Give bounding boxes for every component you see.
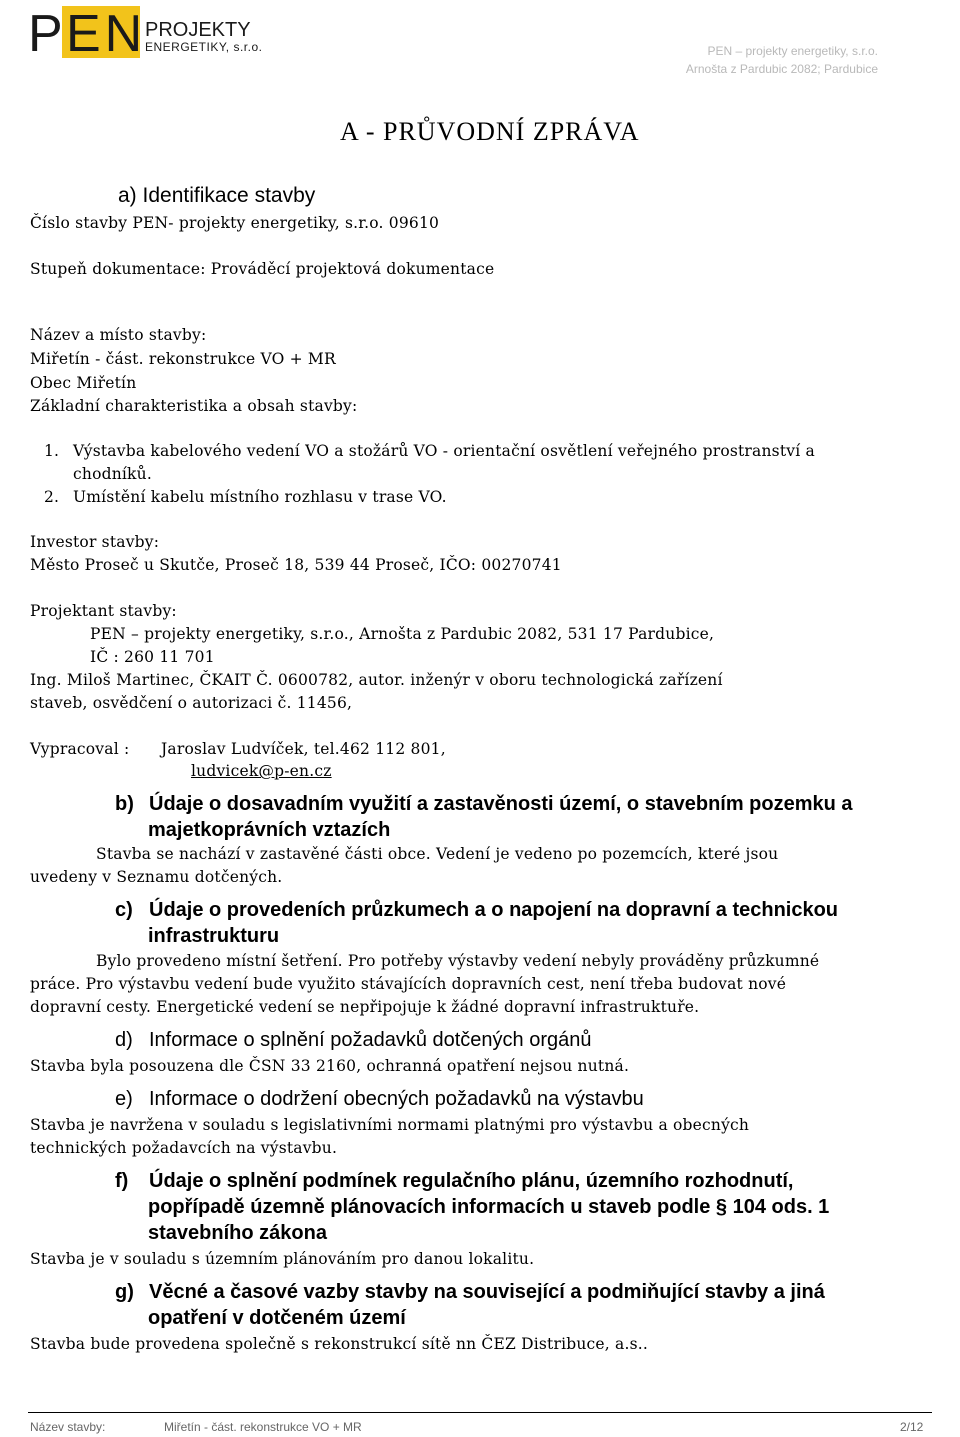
page-title: A - PRŮVODNÍ ZPRÁVA — [340, 117, 640, 146]
projektant-line1: PEN – projekty energetiky, s.r.o., Arnošta z Pardubic 2082, 531 17 Pardubice, — [90, 625, 715, 643]
charakteristika-label: Základní charakteristika a obsah stavby: — [30, 397, 358, 415]
section-f-body: Stavba je v souladu s územním plánováním pro danou lokalitu. — [30, 1250, 535, 1268]
vypracoval-label: Vypracoval : — [30, 740, 130, 758]
nazev-line1: Miřetín - část. rekonstrukce VO + MR — [30, 350, 336, 368]
section-c-body-line3: dopravní cesty. Energetické vedení se nepřipojuje k žádné dopravní infrastruktuře. — [30, 998, 700, 1016]
section-c-body-line1: Bylo provedeno místní šetření. Pro potřeby výstavby vedení nebyly prováděny průzkumné — [96, 952, 820, 970]
item2-number: 2. — [44, 488, 60, 506]
section-g-body: Stavba bude provedena společně s rekonstrukcí sítě nn ČEZ Distribuce, a.s.. — [30, 1335, 649, 1353]
projektant-line2: IČ : 260 11 701 — [90, 648, 215, 666]
section-c-heading: c) Údaje o provedeních průzkumech a o napojení na dopravní a technickou — [115, 899, 839, 921]
email-link[interactable]: ludvicek@p-en.cz — [191, 762, 332, 780]
projektant-label: Projektant stavby: — [30, 602, 177, 620]
investor-label: Investor stavby: — [30, 533, 160, 551]
logo-letters-en: EN — [66, 5, 147, 63]
cislo-stavby: Číslo stavby PEN- projekty energetiky, s.r.o. 09610 — [30, 214, 440, 232]
item2-text: Umístění kabelu místního rozhlasu v trase VO. — [73, 488, 447, 506]
section-b-heading-cont: majetkoprávních vztazích — [148, 819, 391, 841]
logo-energetiky: ENERGETIKY, s.r.o. — [145, 40, 263, 54]
projektant-line4: staveb, osvědčení o autorizaci č. 11456, — [30, 694, 353, 712]
section-c-body-line2: práce. Pro výstavbu vedení bude využito stávajících dopravních cest, není třeba budovat nové — [30, 975, 787, 993]
logo-projekty: PROJEKTY — [145, 19, 251, 41]
nazev-line2: Obec Miřetín — [30, 374, 137, 392]
section-c-heading-cont: infrastrukturu — [148, 925, 280, 947]
investor-text: Město Proseč u Skutče, Proseč 18, 539 44 Proseč, IČO: 00270741 — [30, 556, 562, 574]
section-e-body-line1: Stavba je navržena v souladu s legislativními normami platnými pro výstavbu a obecných — [30, 1116, 750, 1134]
section-b-body-line1: Stavba se nachází v zastavěné části obce. Vedení je vedeno po pozemcích, které jsou — [96, 845, 779, 863]
footer-value: Miřetín - část. rekonstrukce VO + MR — [164, 1420, 362, 1434]
section-f-heading-cont2: stavebního zákona — [148, 1222, 327, 1244]
section-a-heading: a) Identifikace stavby — [118, 184, 316, 207]
section-d-body: Stavba byla posouzena dle ČSN 33 2160, ochranná opatření nejsou nutná. — [30, 1057, 630, 1075]
section-g-heading: g) Věcné a časové vazby stavby na související a podmiňující stavby a jiná — [115, 1281, 825, 1303]
header-address: Arnošta z Pardubic 2082; Pardubice — [685, 62, 878, 76]
header-company: PEN – projekty energetiky, s.r.o. — [707, 44, 878, 58]
vypracoval-text: Jaroslav Ludvíček, tel.462 112 801, — [161, 740, 446, 758]
section-d-heading: d) Informace o splnění požadavků dotčených orgánů — [115, 1029, 592, 1051]
item1-number: 1. — [44, 442, 60, 460]
nazev-label: Název a místo stavby: — [30, 326, 207, 344]
footer-label: Název stavby: — [30, 1420, 106, 1434]
footer-divider — [28, 1412, 932, 1413]
section-e-heading: e) Informace o dodržení obecných požadavků na výstavbu — [115, 1088, 644, 1110]
logo-letter-p: P — [28, 5, 65, 63]
stupen-dokumentace: Stupeň dokumentace: Prováděcí projektová dokumentace — [30, 260, 495, 278]
footer-page-number: 2/12 — [900, 1420, 924, 1434]
section-e-body-line2: technických požadavcích na výstavbu. — [30, 1139, 338, 1157]
item1-line2: chodníků. — [73, 465, 152, 483]
projektant-line3: Ing. Miloš Martinec, ČKAIT Č. 0600782, autor. inženýr v oboru technologická zařízení — [30, 671, 723, 689]
section-f-heading-cont1: popřípadě územně plánovacích informacích u staveb podle § 104 ods. 1 — [148, 1196, 830, 1218]
item1-line1: Výstavba kabelového vedení VO a stožárů VO - orientační osvětlení veřejného prostranství a — [73, 442, 815, 460]
section-b-body-line2: uvedeny v Seznamu dotčených. — [30, 868, 283, 886]
section-f-heading: f) Údaje o splnění podmínek regulačního plánu, územního rozhodnutí, — [115, 1170, 794, 1192]
section-g-heading-cont: opatření v dotčeném území — [148, 1307, 406, 1329]
section-b-heading: b) Údaje o dosavadním využití a zastavěnosti území, o stavebním pozemku a — [115, 793, 853, 815]
